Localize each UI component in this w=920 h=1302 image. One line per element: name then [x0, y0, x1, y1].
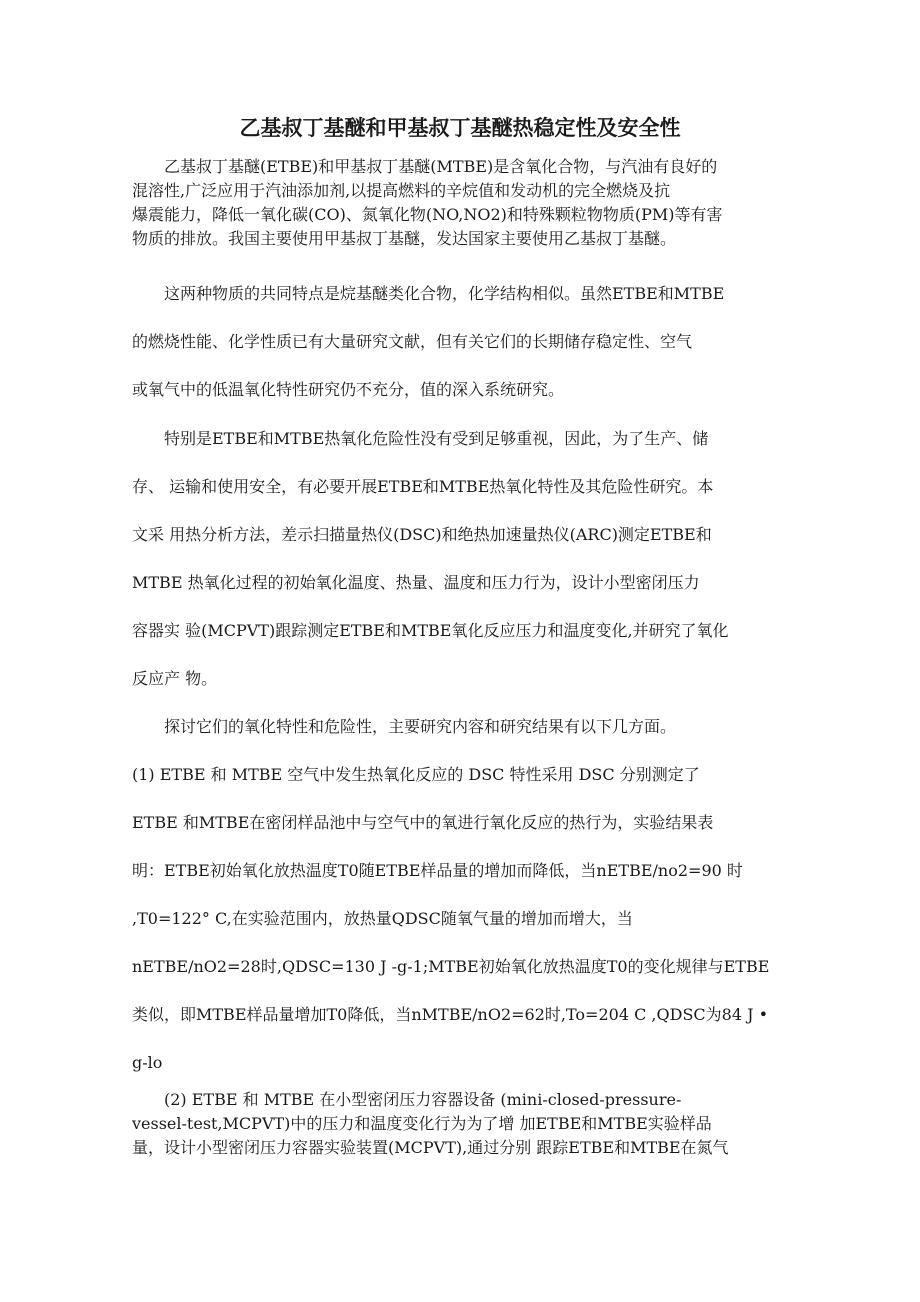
text-line: 存、 运输和使用安全，有必要开展ETBE和MTBE热氧化特性及其危险性研究。本 — [132, 477, 714, 496]
text-line: 爆震能力，降低一氧化碳(CO)、氮氧化物(NO,NO2)和特殊颗粒物物质(PM)等有害 — [132, 205, 723, 224]
text-line: MTBE 热氧化过程的初始氧化温度、热量、温度和压力行为，设计小型密闭压力 — [132, 573, 700, 592]
text-line: 的燃烧性能、化学性质已有大量研究文献，但有关它们的长期储存稳定性、空气 — [132, 332, 693, 351]
document-title: 乙基叔丁基醚和甲基叔丁基醚热稳定性及安全性 — [239, 115, 681, 141]
text-line: 或氧气中的低温氧化特性研究仍不充分，值的深入系统研究。 — [132, 380, 565, 399]
text-line: (2) ETBE 和 MTBE 在小型密闭压力容器设备 (mini-closed-pressure- — [132, 1090, 682, 1109]
text-line: 混溶性,广泛应用于汽油添加剂,以提高燃料的辛烷值和发动机的完全燃烧及抗 — [132, 181, 671, 200]
text-line: vessel-test,MCPVT)中的压力和温度变化行为为了增 加ETBE和MTBE实验样品 — [132, 1114, 712, 1133]
text-line: (1) ETBE 和 MTBE 空气中发生热氧化反应的 DSC 特性采用 DSC 分别测定了 — [132, 765, 700, 784]
text-line: nETBE/nO2=28时,QDSC=130 J -g-1;MTBE初始氧化放热温度T0的变化规律与ETBE — [132, 957, 770, 976]
text-line: 物质的排放。我国主要使用甲基叔丁基醚，发达国家主要使用乙基叔丁基醚。 — [132, 229, 677, 248]
paragraph-results-dsc — [132, 703, 792, 1087]
text-line: ,T0=122° C,在实验范围内，放热量QDSC随氧气量的增加而增大，当 — [132, 909, 633, 928]
text-line: 类似，即MTBE样品量增加T0降低，当nMTBE/nO2=62时,To=204 C ,QDSC为84 J • — [132, 1005, 769, 1024]
text-line: 文采 用热分析方法，差示扫描量热仪(DSC)和绝热加速量热仪(ARC)测定ETBE和 — [132, 525, 712, 544]
paragraph-methods — [132, 415, 792, 703]
text-line: g-lo — [132, 1053, 163, 1072]
text-line: 量，设计小型密闭压力容器实验装置(MCPVT),通过分别 跟踪ETBE和MTBE在氮气 — [132, 1138, 729, 1157]
text-line: 明：ETBE初始氧化放热温度T0随ETBE样品量的增加而降低，当nETBE/no2=90 时 — [132, 861, 743, 880]
text-line: 特别是ETBE和MTBE热氧化危险性没有受到足够重视，因此，为了生产、储 — [132, 429, 709, 448]
paragraph-intro — [132, 155, 792, 251]
text-line: ETBE 和MTBE在密闭样品池中与空气中的氧进行氧化反应的热行为，实验结果表 — [132, 813, 714, 832]
text-line: 乙基叔丁基醚(ETBE)和甲基叔丁基醚(MTBE)是含氧化合物，与汽油有良好的 — [132, 157, 718, 176]
text-line: 反应产 物。 — [132, 669, 218, 688]
text-line: 这两种物质的共同特点是烷基醚类化合物，化学结构相似。虽然ETBE和MTBE — [132, 284, 725, 303]
paragraph-common-features — [132, 270, 792, 414]
text-line: 探讨它们的氧化特性和危险性，主要研究内容和研究结果有以下几方面。 — [132, 717, 677, 736]
text-line: 容器实 验(MCPVT)跟踪测定ETBE和MTBE氧化反应压力和温度变化,并研究了氧化 — [132, 621, 729, 640]
paragraph-results-mcpvt — [132, 1088, 792, 1160]
